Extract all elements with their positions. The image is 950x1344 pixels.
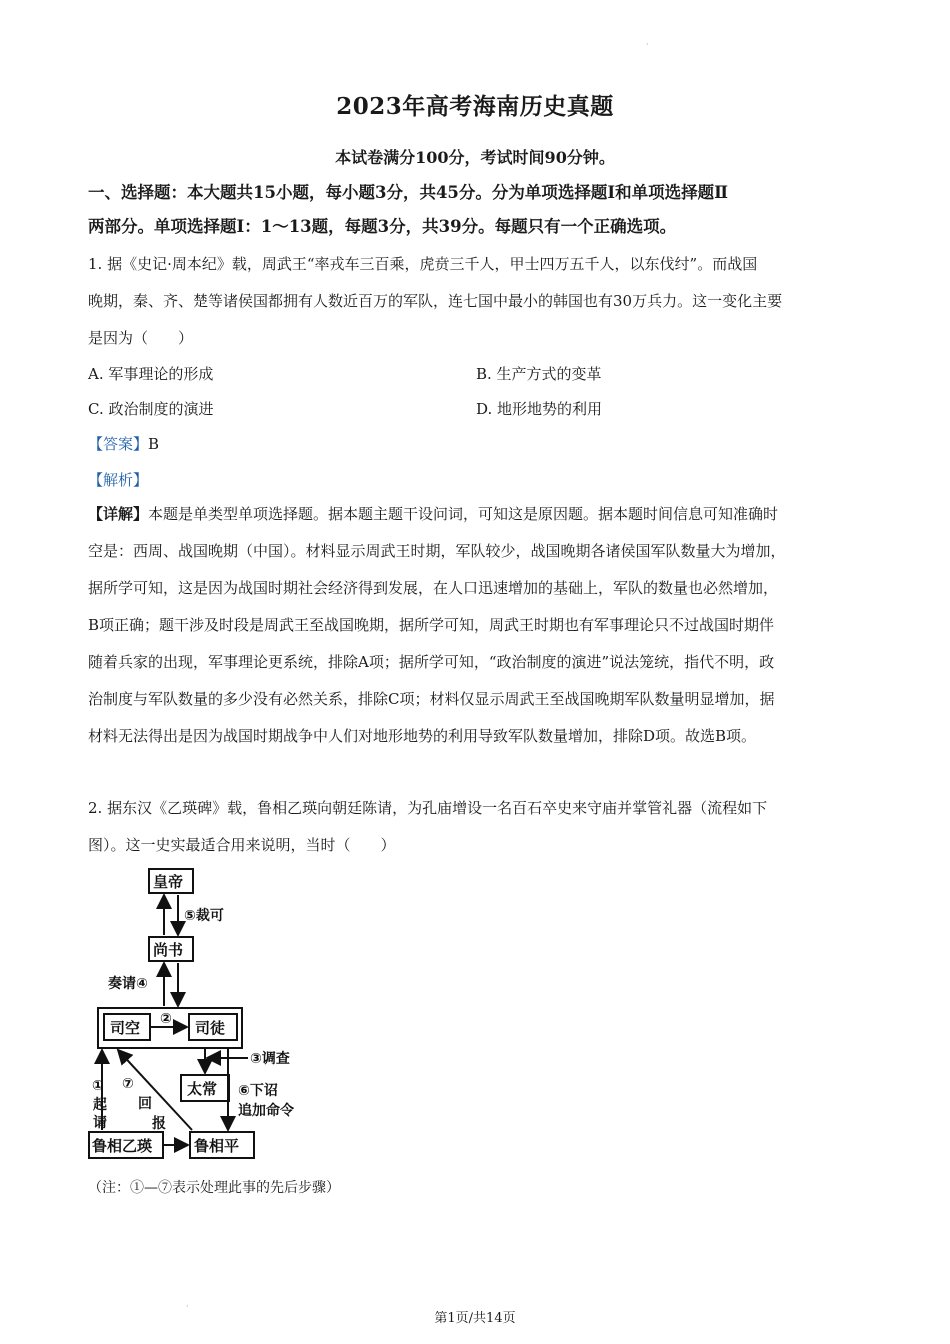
detail-line: 本题是单类型单项选择题。据本题主题干设问词，可知这是原因题。据本题时间信息可知准确时 (148, 505, 779, 523)
q1-option-c: C. 政治制度的演进 (88, 400, 214, 418)
section-heading-line-2: 两部分。单项选择题Ⅰ：1～13题，每题3分，共39分。每题只有一个正确选项。 (88, 217, 677, 236)
step-6-label-a: ⑥下诏 (238, 1083, 278, 1099)
step-6-label-b: 追加命令 (238, 1103, 294, 1119)
step-2-label: ② (160, 1011, 172, 1027)
q1-option-b: B. 生产方式的变革 (476, 365, 602, 383)
q1-option-d: D. 地形地势的利用 (476, 400, 603, 418)
q2-stem-line: 2. 据东汉《乙瑛碑》载，鲁相乙瑛向朝廷陈请，为孔庙增设一名百石卒史来守庙并掌管礼器（流程如下 (88, 799, 768, 817)
diagram-note: （注：①—⑦表示处理此事的先后步骤） (88, 1180, 340, 1196)
detail-line: 空是：西周、战国晚期（中国）。材料显示周武王时期，军队较少，战国晚期各诸侯国军队数量大为增加， (88, 542, 786, 560)
step-5-label: ⑤裁可 (184, 908, 224, 924)
q1-stem-line: 晚期，秦、齐、楚等诸侯国都拥有人数近百万的军队，连七国中最小的韩国也有30万兵力。这一变化主要 (88, 292, 783, 310)
label-sikong: 司空 (110, 1019, 141, 1037)
q1-stem (88, 246, 870, 357)
answer-value: B (148, 435, 160, 453)
step-1-char-1: 起 (93, 1097, 107, 1113)
step-1-char-2: 请 (93, 1115, 107, 1131)
page-number: 第1页/共14页 (434, 1311, 516, 1326)
analysis-tag: 【解析】 (88, 471, 149, 489)
scan-speck: · (186, 1302, 189, 1311)
section-heading-line-1: 一、选择题：本大题共15小题，每小题3分，共45分。分为单项选择题Ⅰ和单项选择题Ⅱ (88, 183, 729, 202)
q1-answer (88, 434, 159, 454)
detail-line: 治制度与军队数量的多少没有必然关系，排除C项；材料仅显示周武王至战国晚期军队数量明显增加，据 (88, 690, 775, 708)
label-situ: 司徒 (195, 1019, 226, 1037)
exam-info: 本试卷满分100分，考试时间90分钟。 (335, 148, 615, 167)
q2-stem (88, 790, 870, 864)
scan-speck: · (646, 40, 649, 49)
step-1-num: ① (92, 1078, 104, 1094)
label-shangshu: 尚书 (153, 941, 184, 959)
step-7-char-2: 报 (152, 1116, 166, 1132)
step-7-char-1: 回 (138, 1096, 152, 1112)
detail-line: 据所学可知，这是因为战国时期社会经济得到发展，在人口迅速增加的基础上，军队的数量也必然增加， (88, 579, 779, 597)
label-taichang: 太常 (187, 1080, 218, 1098)
q1-stem-line: 1. 据《史记·周本纪》载，周武王“率戎车三百乘，虎贲三千人，甲士四万五千人，以东伐纣”。而战国 (88, 255, 758, 273)
detail-line: 随着兵家的出现，军事理论更系统，排除A项；据所学可知，“政治制度的演进”说法笼统，指代不明，政 (88, 653, 775, 671)
step-3-label: ③调查 (250, 1051, 290, 1067)
process-flow-diagram (80, 862, 340, 1167)
q2-stem-line: 图）。这一史实最适合用来说明，当时（ ） (88, 836, 396, 854)
q1-stem-line: 是因为（ ） (88, 329, 194, 347)
detail-tag: 【详解】 (88, 505, 149, 523)
detail-line: 材料无法得出是因为战国时期战争中人们对地形地势的利用导致军队数量增加，排除D项。故选B项。 (88, 727, 757, 745)
step-7-num: ⑦ (122, 1076, 134, 1092)
q1-detail (88, 496, 870, 755)
step-4-label: 奏请④ (108, 976, 148, 992)
label-luxiang-ping: 鲁相平 (194, 1137, 240, 1155)
q1-option-a: A. 军事理论的形成 (88, 365, 214, 383)
page-title: 2023年高考海南历史真题 (336, 93, 614, 120)
label-luxiang-yiying: 鲁相乙瑛 (92, 1137, 153, 1155)
detail-line: B项正确；题干涉及时段是周武王至战国晚期，据所学可知，周武王时期也有军事理论只不过战国时期伴 (88, 616, 775, 634)
answer-tag: 【答案】 (88, 435, 149, 453)
label-emperor: 皇帝 (153, 873, 184, 891)
